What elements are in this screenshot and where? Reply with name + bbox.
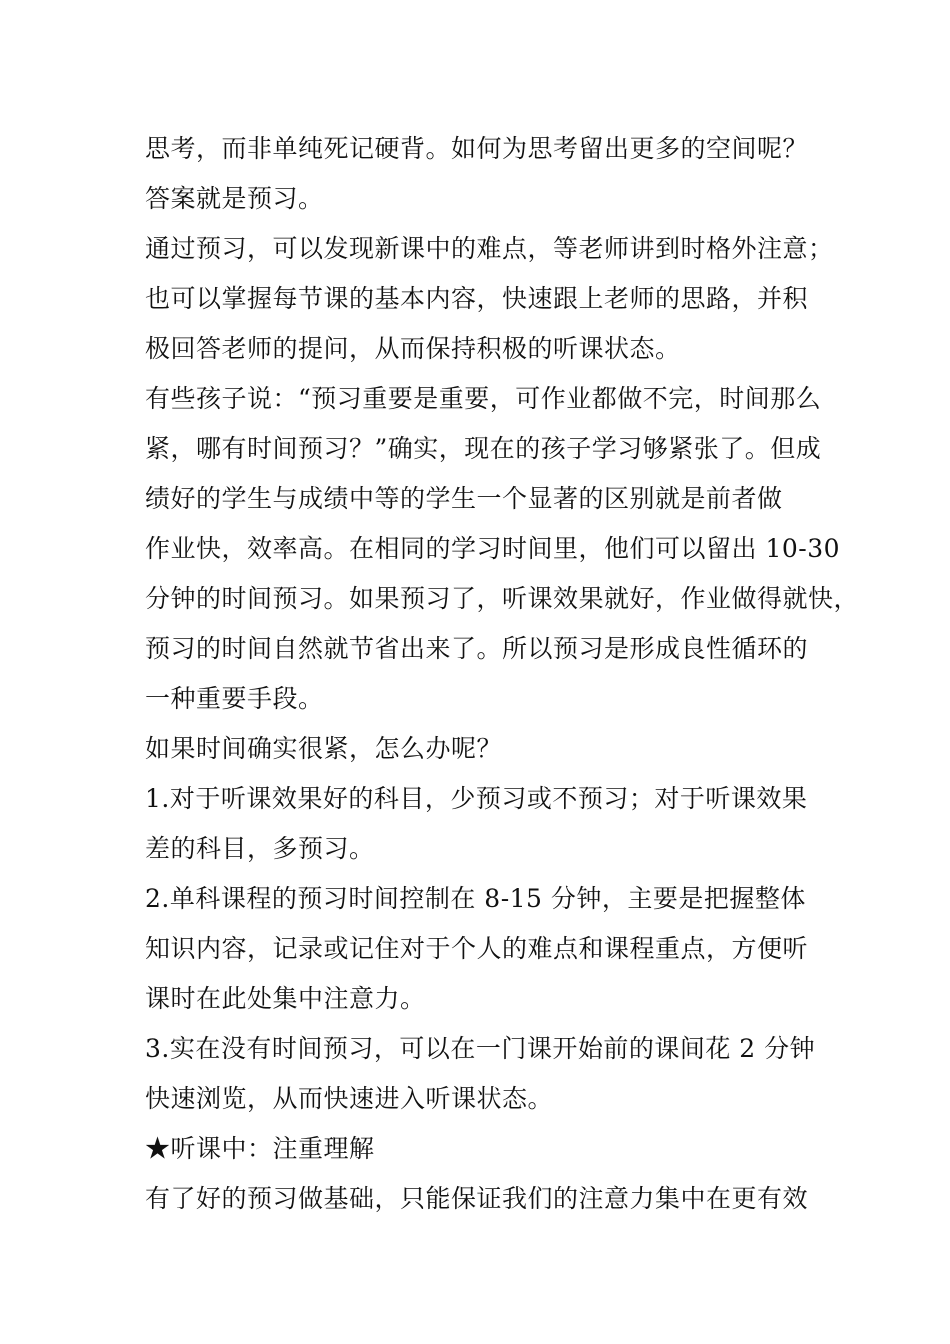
text-line: 作业快，效率高。在相同的学习时间里，他们可以留出 10-30 (145, 534, 841, 563)
text-line: 极回答老师的提问，从而保持积极的听课状态。 (145, 334, 681, 363)
body-text (145, 124, 860, 1224)
text-line: 预习的时间自然就节省出来了。所以预习是形成良性循环的 (145, 634, 809, 663)
text-line: 通过预习，可以发现新课中的难点，等老师讲到时格外注意； (145, 234, 834, 263)
text-line: 快速浏览，从而快速进入听课状态。 (145, 1084, 554, 1113)
text-line: 有些孩子说：“预习重要是重要，可作业都做不完，时间那么 (145, 384, 822, 413)
section-heading: ★听课中：注重理解 (145, 1134, 375, 1163)
text-line: 有了好的预习做基础，只能保证我们的注意力集中在更有效 (145, 1184, 809, 1213)
text-line: 1.对于听课效果好的科目，少预习或不预习；对于听课效果 (145, 784, 808, 813)
text-line: 也可以掌握每节课的基本内容，快速跟上老师的思路，并积 (145, 284, 809, 313)
text-line: 一种重要手段。 (145, 684, 324, 713)
text-line: 分钟的时间预习。如果预习了，听课效果就好，作业做得就快， (145, 584, 860, 613)
text-line: 课时在此处集中注意力。 (145, 984, 426, 1013)
text-line: 答案就是预习。 (145, 184, 324, 213)
text-line: 紧，哪有时间预习？”确实，现在的孩子学习够紧张了。但成 (145, 434, 822, 463)
text-line: 2.单科课程的预习时间控制在 8-15 分钟，主要是把握整体 (145, 884, 806, 913)
text-line: 思考，而非单纯死记硬背。如何为思考留出更多的空间呢？ (145, 134, 809, 163)
text-line: 如果时间确实很紧，怎么办呢？ (145, 734, 503, 763)
text-line: 知识内容，记录或记住对于个人的难点和课程重点，方便听 (145, 934, 809, 963)
text-line: 绩好的学生与成绩中等的学生一个显著的区别就是前者做 (145, 484, 783, 513)
text-line: 差的科目，多预习。 (145, 834, 375, 863)
text-line: 3.实在没有时间预习，可以在一门课开始前的课间花 2 分钟 (145, 1034, 816, 1063)
